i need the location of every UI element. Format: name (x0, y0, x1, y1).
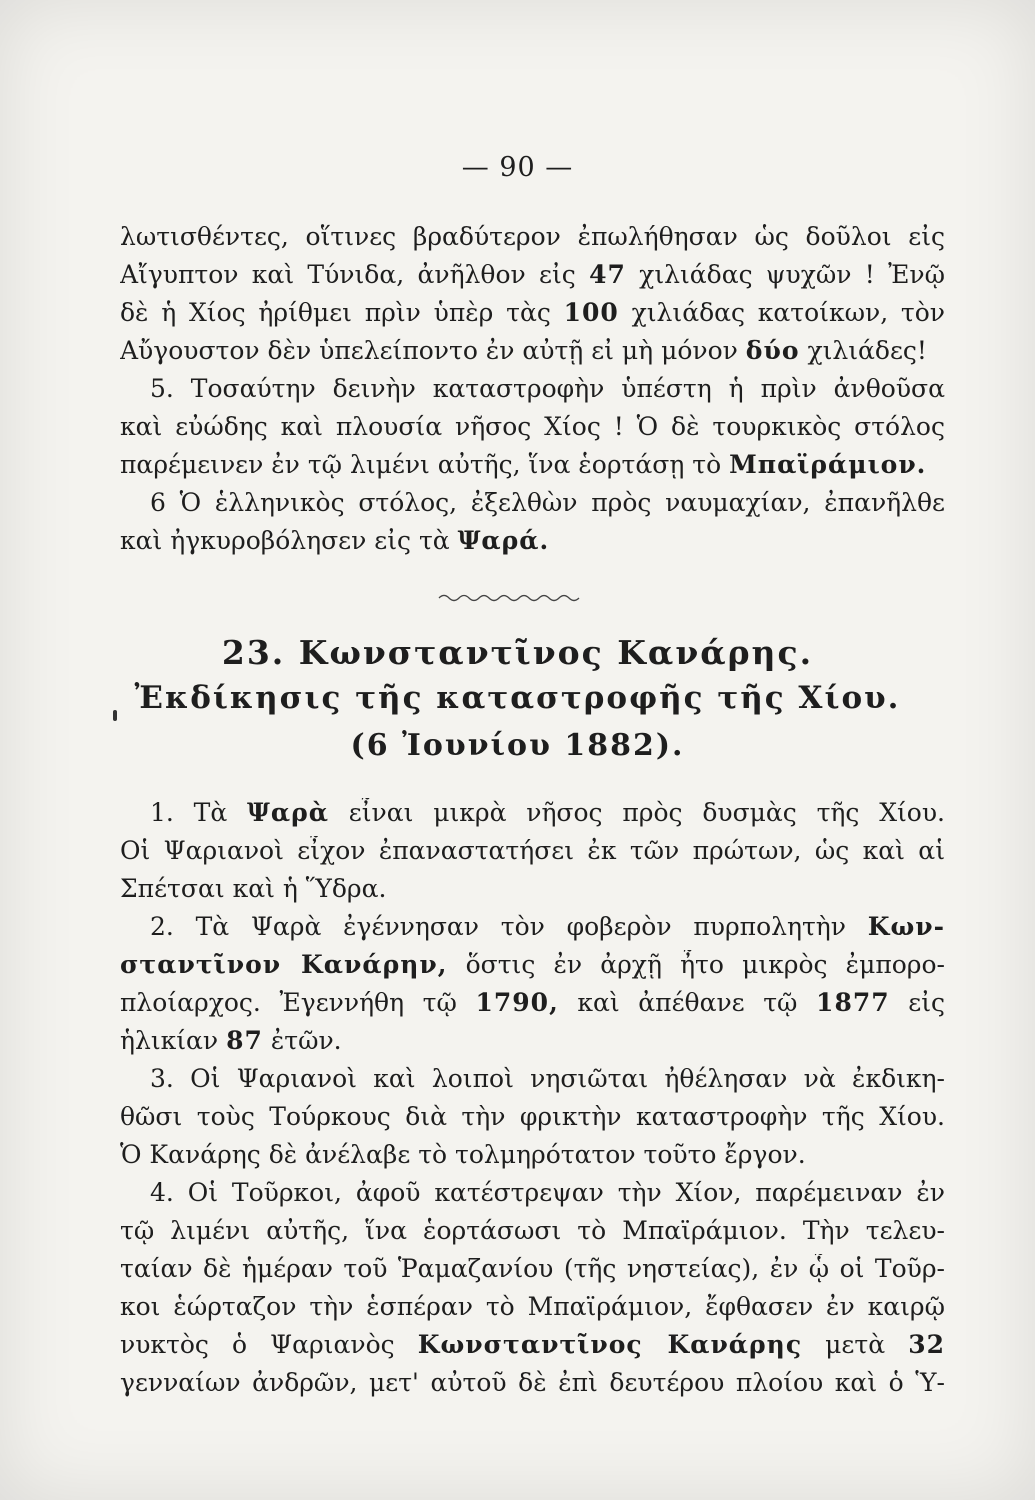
text-line-bottom-4 (150, 912, 945, 942)
emphasized-name: Κωνσταντῖνος Κανάρης (417, 1330, 803, 1359)
text-line-bottom-3: Σπέτσαι καὶ ἡ Ὕδρα. (120, 874, 387, 903)
text-line-bottom-2: Οἱ Ψαριανοὶ εἶχον ἐπαναστατήσει ἐκ τῶν πρώτων, ὡς καὶ αἱ (120, 836, 945, 865)
text-line-bottom-15 (120, 1330, 945, 1360)
text-line-top-4 (120, 336, 945, 366)
text-line-bottom-5 (120, 950, 945, 980)
text-segment: 2. Τὰ Ψαρὰ ἐγέννησαν τὸν φοβερὸν πυρπολητὴν (150, 912, 868, 941)
emphasized-name: σταντῖνον Κανάρην, (120, 950, 448, 979)
text-line-top-6: καὶ εὐώδης καὶ πλουσία νῆσος Χίος ! Ὁ δὲ τουρκικὸς στόλος (120, 412, 945, 441)
text-line-top-2 (120, 260, 945, 290)
text-line-top-7 (120, 450, 945, 480)
page-number: — 90 — (461, 152, 574, 183)
emphasized-number: 1790, (475, 988, 559, 1017)
text-segment: καὶ ἀπέθανε τῷ (558, 988, 817, 1017)
text-line-bottom-16: γενναίων ἀνδρῶν, μετ' αὐτοῦ δὲ ἐπὶ δευτέρου πλοίου καὶ ὁ Ὑ- (120, 1368, 945, 1397)
text-segment: χιλιάδας ψυχῶν ! Ἐνῷ (625, 260, 945, 289)
text-segment: Αὔγουστον δὲν ὑπελείποντο ἐν αὐτῇ εἰ μὴ μόνον (120, 336, 746, 365)
text-line-bottom-12: τῷ λιμένι αὐτῆς, ἵνα ἑορτάσωσι τὸ Μπαϊράμιον. Τὴν τελευ- (120, 1216, 945, 1245)
text-line-top-3 (120, 298, 945, 328)
text-segment: ὅστις ἐν ἀρχῇ ἦτο μικρὸς ἐμπορο- (447, 950, 945, 979)
text-line-bottom-14: κοι ἑώρταζον τὴν ἑσπέραν τὸ Μπαϊράμιον, ἔφθασεν ἐν καιρῷ (120, 1292, 945, 1321)
text-line-bottom-7 (120, 1026, 945, 1056)
text-segment: ἡλικίαν (120, 1026, 227, 1055)
emphasized-number: 100 (563, 298, 619, 327)
emphasized-word: Ψαρά. (457, 526, 550, 555)
text-segment: χιλιάδας κατοίκων, τὸν (618, 298, 945, 327)
emphasized-number: 47 (589, 260, 626, 289)
emphasized-name: Κων- (867, 912, 945, 941)
emphasized-word: Ψαρὰ (247, 798, 329, 827)
text-line-bottom-13: ταίαν δὲ ἡμέραν τοῦ Ῥαμαζανίου (τῆς νηστείας), ἐν ᾧ οἱ Τοῦρ- (120, 1254, 945, 1283)
text-line-bottom-9: θῶσι τοὺς Τούρκους διὰ τὴν φρικτὴν καταστροφὴν τῆς Χίου. (120, 1102, 945, 1131)
wavy-divider-ornament (437, 593, 583, 603)
emphasized-number: 32 (908, 1330, 945, 1359)
text-line-top-8: 6 Ὁ ἑλληνικὸς στόλος, ἐξελθὼν πρὸς ναυμαχίαν, ἐπανῆλθε (150, 488, 945, 517)
text-segment: ἐτῶν. (262, 1026, 342, 1055)
text-segment: εἰς (889, 988, 945, 1017)
text-segment: εἶναι μικρὰ νῆσος πρὸς δυσμὰς τῆς Χίου. (328, 798, 945, 827)
text-line-top-1: λωτισθέντες, οἵτινες βραδύτερον ἐπωλήθησαν ὡς δοῦλοι εἰς (120, 222, 945, 251)
text-segment: δὲ ἡ Χίος ἠρίθμει πρὶν ὑπὲρ τὰς (120, 298, 564, 327)
text-segment: παρέμεινεν ἐν τῷ λιμένι αὐτῆς, ἵνα ἑορτάσῃ τὸ (120, 450, 730, 479)
text-line-bottom-11: 4. Οἱ Τοῦρκοι, ἀφοῦ κατέστρεψαν τὴν Χίον, παρέμειναν ἐν (150, 1178, 945, 1207)
text-line-top-5: 5. Τοσαύτην δεινὴν καταστροφὴν ὑπέστη ἡ πρὶν ἀνθοῦσα (150, 374, 945, 403)
text-segment: καὶ ἠγκυροβόλησεν εἰς τὰ (120, 526, 458, 555)
text-segment: μετὰ (802, 1330, 909, 1359)
text-line-bottom-10: Ὁ Κανάρης δὲ ἀνέλαβε τὸ τολμηρότατον τοῦτο ἔργον. (120, 1140, 806, 1169)
emphasized-number: 87 (226, 1026, 263, 1055)
text-line-bottom-8: 3. Οἱ Ψαριανοὶ καὶ λοιποὶ νησιῶται ἠθέλησαν νὰ ἐκδικη- (150, 1064, 945, 1093)
chapter-date: (6 Ἰουνίου 1882). (350, 728, 685, 763)
text-line-bottom-1 (150, 798, 945, 828)
emphasized-number: 1877 (816, 988, 890, 1017)
text-segment: Αἴγυπτον καὶ Τύνιδα, ἀνῆλθον εἰς (120, 260, 590, 289)
emphasized-word: δύο (745, 336, 800, 365)
text-segment: 1. Τὰ (150, 798, 248, 827)
text-segment: χιλιάδες! (799, 336, 927, 365)
chapter-subtitle: Ἐκδίκησις τῆς καταστροφῆς τῆς Χίου. (134, 680, 901, 716)
text-line-top-9 (120, 526, 945, 556)
text-line-bottom-6 (120, 988, 945, 1018)
chapter-title: 23. Κωνσταντῖνος Κανάρης. (221, 633, 814, 672)
text-segment: πλοίαρχος. Ἐγεννήθη τῷ (120, 988, 476, 1017)
emphasized-word: Μπαϊράμιον. (729, 450, 927, 479)
text-segment: νυκτὸς ὁ Ψαριανὸς (120, 1330, 418, 1359)
